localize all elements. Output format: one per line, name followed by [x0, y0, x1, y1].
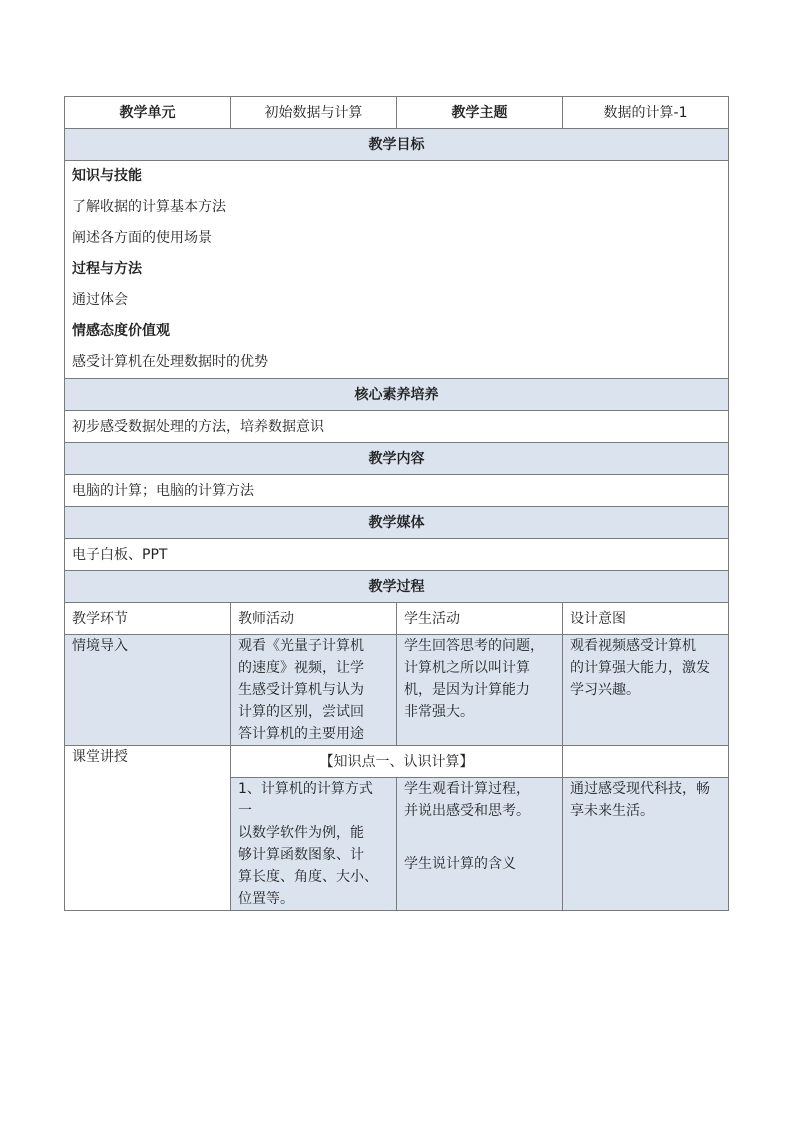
teacher-line: 的速度》视频，让学: [238, 660, 364, 676]
process-columns-row: [65, 603, 729, 635]
unit-label: 教学单元: [65, 97, 231, 129]
column-header-teacher: 教师活动: [231, 603, 397, 635]
design-line: 通过感受现代科技，畅: [570, 781, 710, 797]
process-title: 教学过程: [65, 571, 729, 603]
process-row-lecture-head: [65, 746, 729, 778]
student-line: 学生说计算的含义: [404, 856, 516, 872]
content-title: 教学内容: [65, 443, 729, 475]
design-intent-cell: [563, 635, 729, 746]
stage-label: 课堂讲授: [72, 749, 128, 765]
objectives-cell: [65, 161, 729, 379]
student-line: 机，是因为计算能力: [404, 682, 530, 698]
empty-cell: [563, 746, 729, 778]
lesson-plan-table: [64, 96, 729, 911]
teacher-line: 1、计算机的计算方式: [238, 781, 373, 797]
teacher-line: 生感受计算机与认为: [238, 682, 364, 698]
media-row: [65, 539, 729, 571]
teacher-line: 观看《光量子计算机: [238, 638, 364, 654]
content-header-row: [65, 443, 729, 475]
spacer: [404, 822, 555, 853]
process-row-intro: [65, 635, 729, 746]
objectives-header-row: [65, 129, 729, 161]
teacher-line: 够计算函数图象、计: [238, 847, 364, 863]
design-intent-cell: [563, 778, 729, 911]
teacher-line: 答计算机的主要用途: [238, 726, 364, 742]
teacher-activity-cell: [231, 635, 397, 746]
stage-label: 情境导入: [72, 638, 128, 654]
column-header-student: 学生活动: [397, 603, 563, 635]
knowledge-item: 阐述各方面的使用场景: [72, 230, 212, 246]
process-heading: 过程与方法: [72, 261, 142, 277]
teacher-line: 以数学软件为例，能: [238, 825, 364, 841]
student-line: 学生回答思考的问题，: [404, 638, 544, 654]
teacher-line: 计算的区别，尝试回: [238, 704, 364, 720]
unit-value: 初始数据与计算: [231, 97, 397, 129]
design-line: 享未来生活。: [570, 803, 654, 819]
student-line: 并说出感受和思考。: [404, 803, 530, 819]
knowledge-point: 【知识点一、认识计算】: [231, 746, 563, 778]
student-line: 学生观看计算过程，: [404, 781, 530, 797]
stage-cell: [65, 746, 231, 911]
topic-label: 教学主题: [397, 97, 563, 129]
teacher-line: 位置等。: [238, 891, 294, 907]
teacher-line: 一: [238, 803, 252, 819]
teacher-activity-cell: [231, 778, 397, 911]
emotion-heading: 情感态度价值观: [72, 323, 170, 339]
student-activity-cell: [397, 778, 563, 911]
process-item: 通过体会: [72, 292, 128, 308]
student-line: 非常强大。: [404, 704, 474, 720]
stage-cell: [65, 635, 231, 746]
emotion-item: 感受计算机在处理数据时的优势: [72, 354, 268, 370]
literacy-title: 核心素养培养: [65, 379, 729, 411]
column-header-stage: 教学环节: [65, 603, 231, 635]
process-header-row: [65, 571, 729, 603]
content-row: [65, 475, 729, 507]
design-line: 观看视频感受计算机: [570, 638, 696, 654]
design-line: 的计算强大能力，激发: [570, 660, 710, 676]
objectives-title: 教学目标: [65, 129, 729, 161]
media-text: 电子白板、PPT: [65, 539, 729, 571]
content-text: 电脑的计算；电脑的计算方法: [65, 475, 729, 507]
literacy-header-row: [65, 379, 729, 411]
student-activity-cell: [397, 635, 563, 746]
teacher-line: 算长度、角度、大小、: [238, 869, 378, 885]
knowledge-heading: 知识与技能: [72, 168, 142, 184]
media-title: 教学媒体: [65, 507, 729, 539]
objectives-row: [65, 161, 729, 379]
topic-value: 数据的计算-1: [563, 97, 729, 129]
column-header-design: 设计意图: [563, 603, 729, 635]
header-row: [65, 97, 729, 129]
design-line: 学习兴趣。: [570, 682, 640, 698]
knowledge-item: 了解收据的计算基本方法: [72, 199, 226, 215]
media-header-row: [65, 507, 729, 539]
literacy-text: 初步感受数据处理的方法，培养数据意识: [65, 411, 729, 443]
student-line: 计算机之所以叫计算: [404, 660, 530, 676]
literacy-row: [65, 411, 729, 443]
